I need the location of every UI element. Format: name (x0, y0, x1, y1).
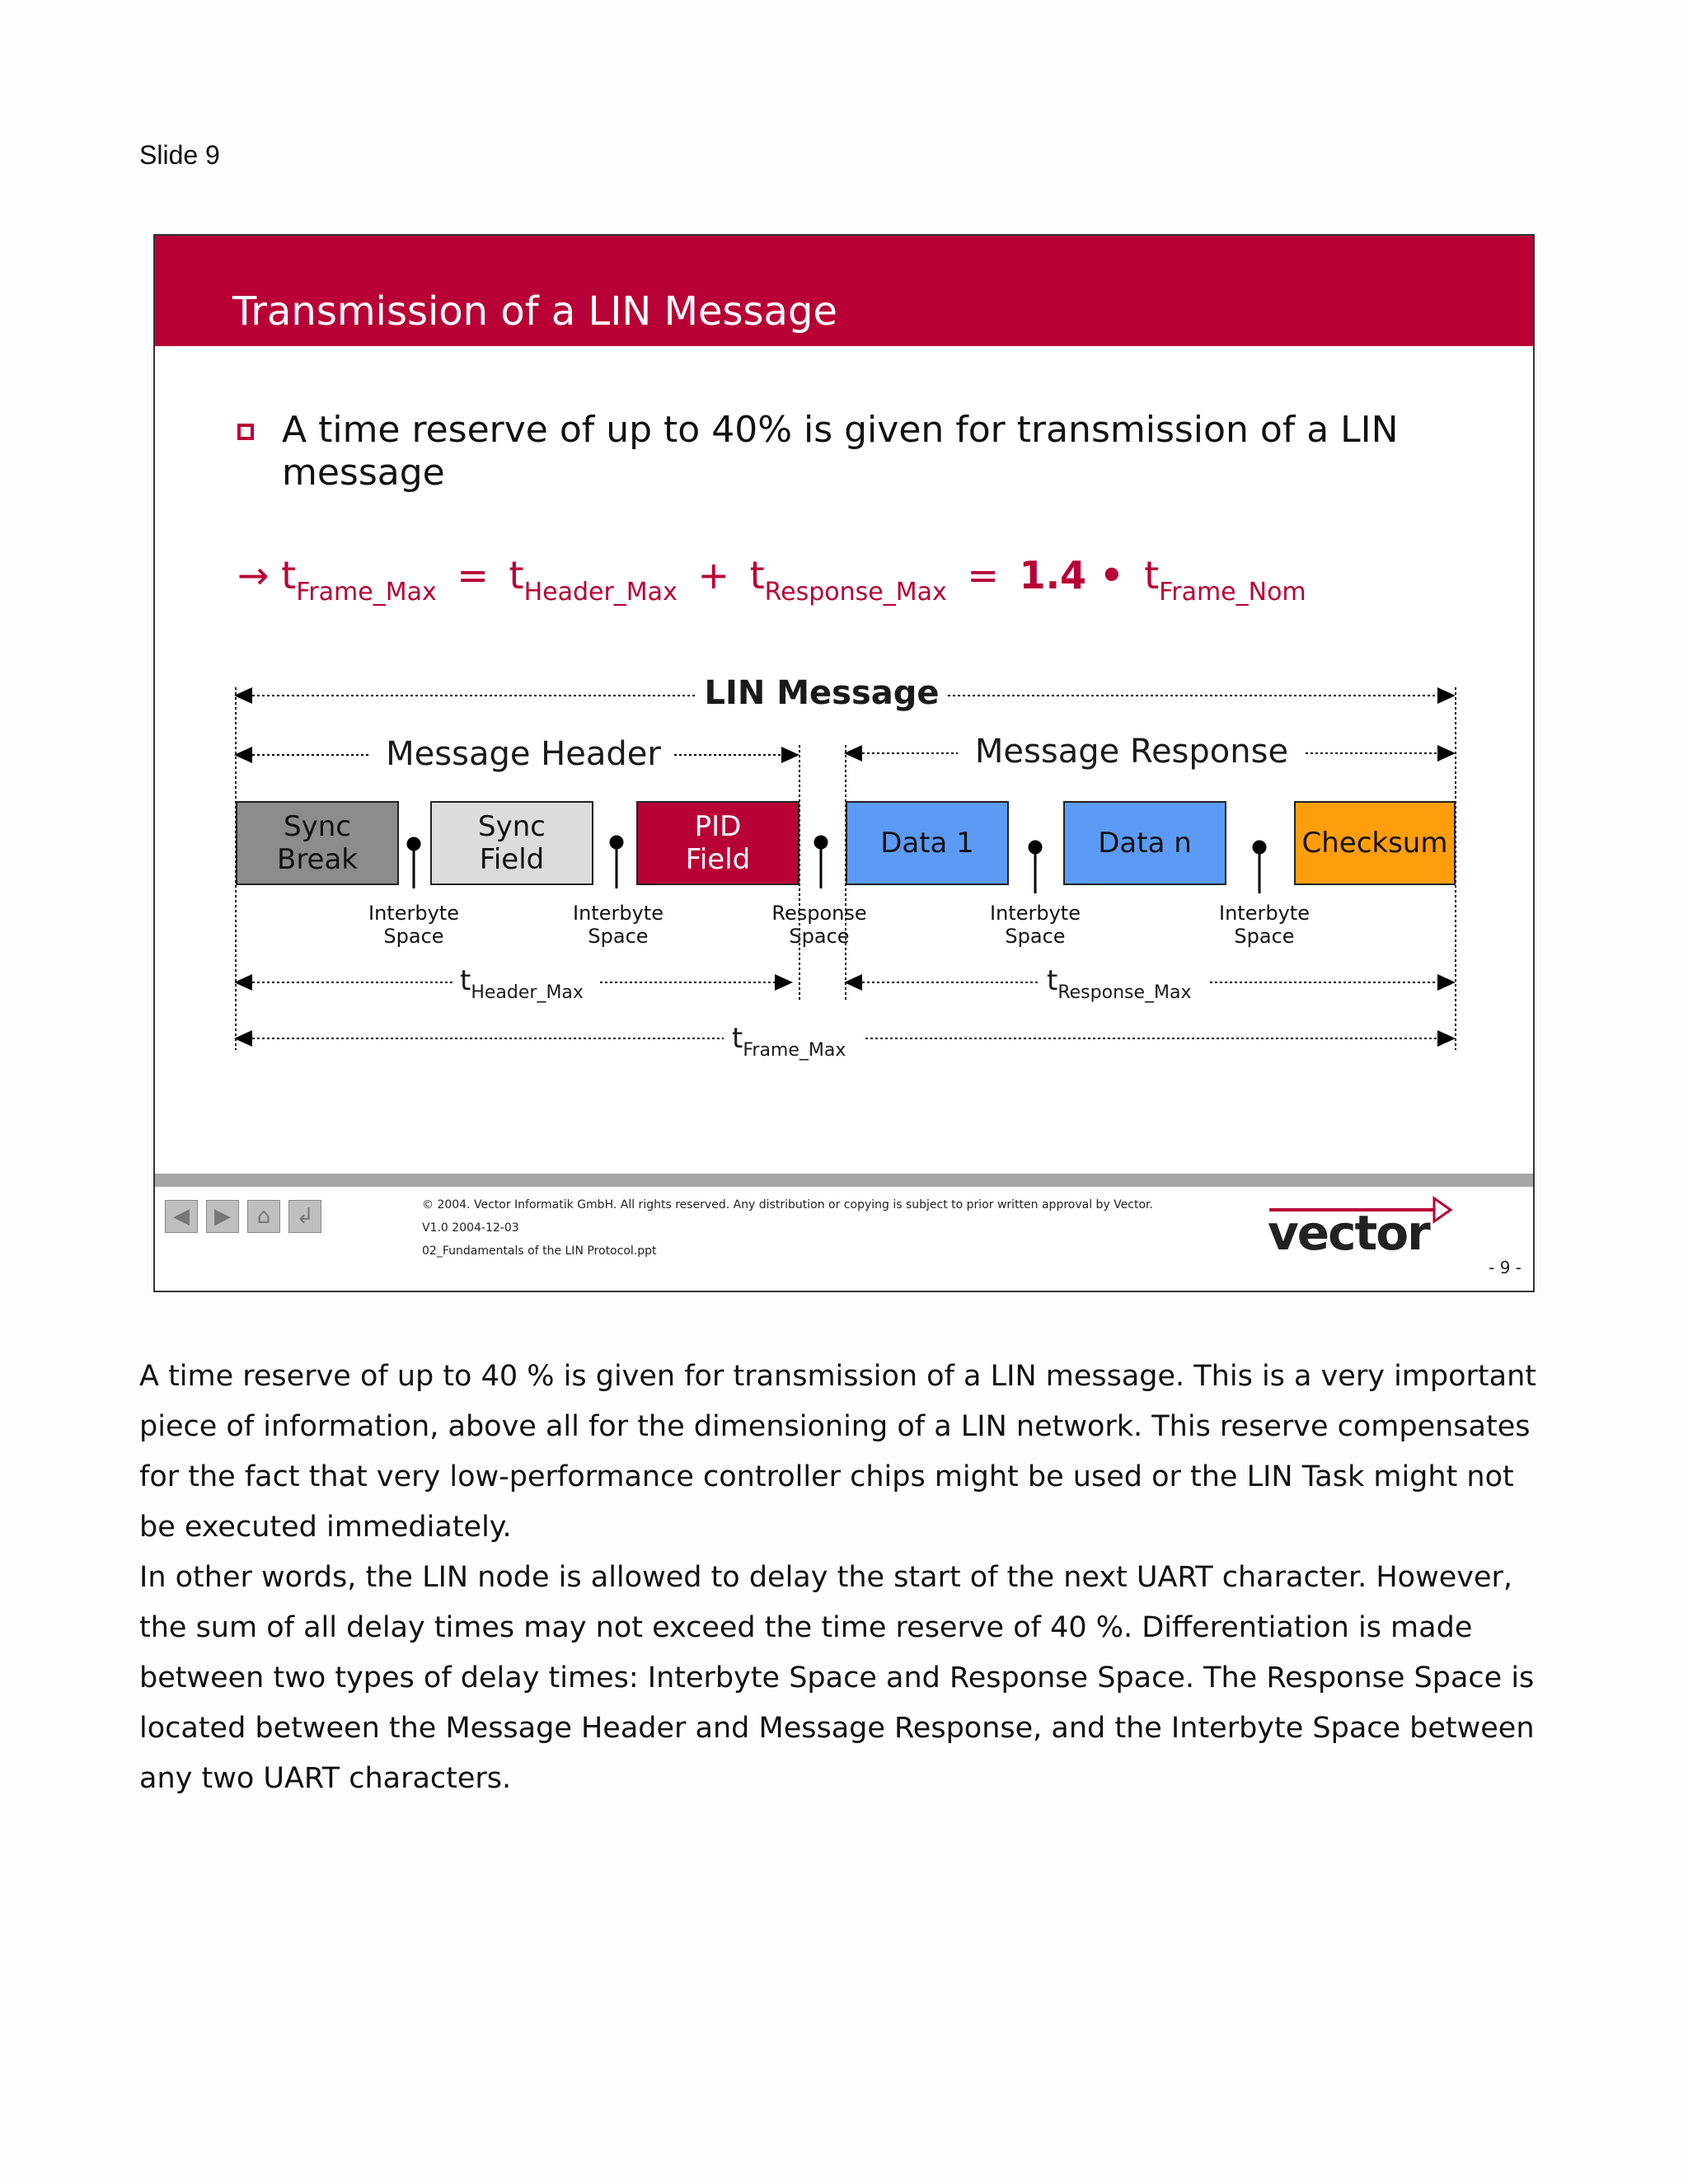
field-sync-break: Sync Break (236, 801, 399, 885)
field-pid-field: PID Field (636, 801, 799, 885)
footer-copyright: © 2004. Vector Informatik GmbH. All rights reserved. Any distribution or copying is subject to prior written approval by Vector. (422, 1198, 1153, 1212)
formula-t-response-max: tResponse_Max (749, 553, 947, 607)
t-frame-max-label: $t_{Frame\_Max}$ (732, 1022, 846, 1061)
formula-factor: 1.4 • (1019, 553, 1124, 598)
lin-message-label: LIN Message (702, 674, 941, 712)
body-paragraph-1: A time reserve of up to 40 % is given for transmission of a LIN message. This is a very important piece of information, above all for the dimensioning of a LIN network. This reserve compensates for the fact that very low-performance controller chips might be used or the LIN Task might not be executed immediately. (139, 1360, 1536, 1544)
space-label-interbyte-2: Interbyte Space (573, 902, 663, 948)
formula-equals-2: = (967, 553, 999, 598)
message-response-label: Message Response (964, 733, 1299, 771)
footer-bar (155, 1174, 1533, 1187)
body-text (139, 1352, 1557, 1804)
return-icon[interactable]: ↲ (288, 1200, 321, 1233)
t-header-max-label: $t_{Header\_Max}$ (460, 964, 584, 1003)
formula-t-frame-nom: tFrame_Nom (1144, 553, 1306, 607)
body-paragraph-2: In other words, the LIN node is allowed to delay the start of the next UART character. However, the sum of all delay times may not exceed the time reserve of 40 %. Differentiation is made between two types of delay times: Interbyte Space and Response Space. The Response Space is located between the Message Header and Message Response, and the Interbyte Space between any two UART characters. (139, 1561, 1535, 1795)
formula-t-header-max: tHeader_Max (509, 553, 678, 607)
svg-text:vector: vector (1268, 1205, 1429, 1258)
lin-message-diagram (155, 236, 1535, 1292)
vector-logo (1264, 1192, 1462, 1258)
bullet-text: A time reserve of up to 40% is given for transmission of a LIN message (282, 409, 1399, 494)
message-header-label: Message Header (379, 735, 668, 773)
slide (153, 234, 1535, 1292)
field-data-n: Data n (1063, 801, 1226, 885)
space-label-interbyte-3: Interbyte Space (990, 902, 1081, 948)
formula-plus: + (697, 553, 729, 598)
field-data-1: Data 1 (846, 801, 1009, 885)
formula-equals-1: = (457, 553, 489, 598)
slide-page-number: - 9 - (1489, 1258, 1522, 1277)
formula-t-frame-max: tFrame_Max (281, 553, 437, 607)
next-icon[interactable]: ▶ (206, 1200, 239, 1233)
space-label-response: Response Space (771, 902, 867, 948)
home-icon[interactable]: ⌂ (247, 1200, 280, 1233)
formula-arrow: → (237, 553, 270, 598)
t-response-max-label: $t_{Response\_Max}$ (1047, 964, 1192, 1003)
slide-title: Transmission of a LIN Message (232, 288, 837, 335)
space-label-interbyte-4: Interbyte Space (1219, 902, 1310, 948)
slide-label: Slide 9 (139, 140, 220, 170)
field-checksum: Checksum (1294, 801, 1456, 885)
space-label-interbyte-1: Interbyte Space (368, 902, 459, 948)
prev-icon[interactable]: ◀ (165, 1200, 198, 1233)
field-sync-field: Sync Field (430, 801, 593, 885)
footer-version: V1.0 2004-12-03 (422, 1221, 519, 1235)
footer-filename: 02_Fundamentals of the LIN Protocol.ppt (422, 1244, 657, 1258)
